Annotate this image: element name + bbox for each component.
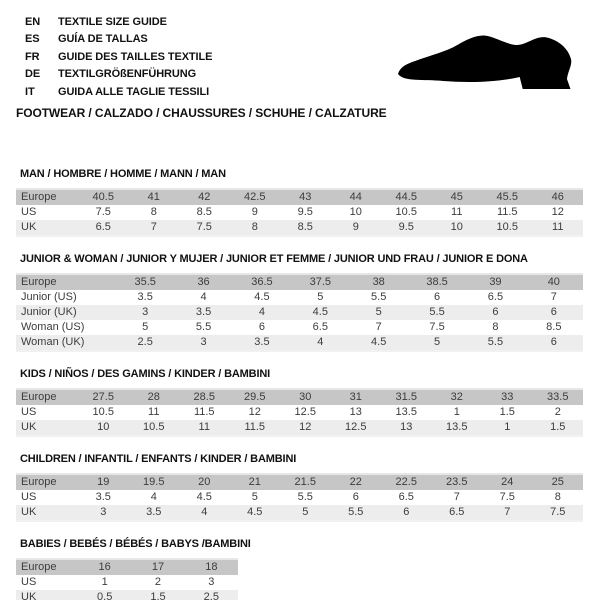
size-value: 6.5 <box>466 290 524 305</box>
size-value: 13 <box>331 405 382 420</box>
size-value: 2 <box>533 405 584 420</box>
language-label: GUIDA ALLE TAGLIE TESSILI <box>58 85 210 98</box>
row-label: UK <box>16 505 78 521</box>
size-value: 8 <box>129 205 180 220</box>
size-value: 13 <box>381 420 432 436</box>
size-value: 11 <box>179 420 230 436</box>
size-value: 31 <box>331 389 382 405</box>
size-section-junior-woman <box>16 254 583 352</box>
size-value: 31.5 <box>381 389 432 405</box>
size-value: 4.5 <box>291 305 349 320</box>
language-label: GUÍA DE TALLAS <box>58 33 148 46</box>
row-label: US <box>16 205 78 220</box>
size-row <box>16 335 583 351</box>
size-value: 6.5 <box>78 220 129 236</box>
language-code: DE <box>25 68 41 81</box>
language-label: GUIDE DES TAILLES TEXTILE <box>58 50 213 63</box>
row-label: UK <box>16 420 78 436</box>
size-value: 13.5 <box>381 405 432 420</box>
category-line: FOOTWEAR / CALZADO / CHAUSSURES / SCHUHE / CALZATURE <box>16 106 387 120</box>
size-table-children <box>16 473 583 522</box>
row-label: Europe <box>16 474 78 490</box>
size-value: 22.5 <box>381 474 432 490</box>
size-value: 1 <box>482 420 533 436</box>
size-value: 6.5 <box>381 490 432 505</box>
row-label: US <box>16 575 78 590</box>
size-value: 18 <box>185 559 238 575</box>
size-value: 6 <box>331 490 382 505</box>
size-value: 42.5 <box>230 189 281 205</box>
size-section-children <box>16 454 583 522</box>
size-value: 7.5 <box>78 205 129 220</box>
size-value: 5.5 <box>174 320 232 335</box>
row-label: Junior (UK) <box>16 305 116 320</box>
size-value: 5.5 <box>408 305 466 320</box>
size-value: 40.5 <box>78 189 129 205</box>
size-table-man <box>16 188 583 237</box>
size-value: 35.5 <box>116 274 174 290</box>
size-value: 38 <box>350 274 408 290</box>
size-row <box>16 405 583 420</box>
size-value: 24 <box>482 474 533 490</box>
size-value: 5 <box>291 290 349 305</box>
size-value: 21.5 <box>280 474 331 490</box>
size-value: 44.5 <box>381 189 432 205</box>
size-value: 7.5 <box>408 320 466 335</box>
size-table-kids <box>16 388 583 437</box>
size-value: 7 <box>525 290 583 305</box>
row-label: Woman (UK) <box>16 335 116 351</box>
size-row <box>16 220 583 236</box>
size-value: 39 <box>466 274 524 290</box>
size-value: 17 <box>131 559 184 575</box>
size-value: 6 <box>233 320 291 335</box>
row-label: UK <box>16 220 78 236</box>
size-value: 4 <box>129 490 180 505</box>
size-value: 8 <box>466 320 524 335</box>
size-value: 8 <box>533 490 584 505</box>
size-value: 5 <box>280 505 331 521</box>
size-value: 32 <box>432 389 483 405</box>
size-value: 10.5 <box>129 420 180 436</box>
size-value: 11.5 <box>179 405 230 420</box>
size-value: 1.5 <box>533 420 584 436</box>
size-value: 41 <box>129 189 180 205</box>
size-value: 5 <box>408 335 466 351</box>
size-value: 3 <box>185 575 238 590</box>
size-value: 6 <box>525 305 583 320</box>
dress-shoe-icon <box>395 29 576 95</box>
section-title: CHILDREN / INFANTIL / ENFANTS / KINDER / BAMBINI <box>20 453 297 465</box>
size-value: 27.5 <box>78 389 129 405</box>
size-value: 12 <box>533 205 584 220</box>
size-value: 8.5 <box>179 205 230 220</box>
row-label: US <box>16 490 78 505</box>
size-value: 9 <box>331 220 382 236</box>
size-value: 2.5 <box>185 590 238 600</box>
size-value: 9 <box>230 205 281 220</box>
size-value: 19 <box>78 474 129 490</box>
size-value: 6 <box>466 305 524 320</box>
size-value: 6.5 <box>291 320 349 335</box>
size-row <box>16 559 238 575</box>
size-value: 5.5 <box>331 505 382 521</box>
section-title: BABIES / BEBÉS / BÉBÉS / BABYS /BAMBINI <box>20 538 251 550</box>
size-value: 9.5 <box>381 220 432 236</box>
size-section-kids <box>16 369 583 437</box>
size-value: 4.5 <box>179 490 230 505</box>
size-value: 29.5 <box>230 389 281 405</box>
size-value: 3.5 <box>174 305 232 320</box>
row-label: Europe <box>16 274 116 290</box>
size-value: 5 <box>230 490 281 505</box>
size-value: 19.5 <box>129 474 180 490</box>
size-row <box>16 389 583 405</box>
size-value: 4 <box>174 290 232 305</box>
size-value: 13.5 <box>432 420 483 436</box>
size-row <box>16 290 583 305</box>
size-value: 7.5 <box>533 505 584 521</box>
size-value: 1.5 <box>131 590 184 600</box>
language-row <box>25 66 212 84</box>
size-value: 3.5 <box>129 505 180 521</box>
size-value: 7 <box>350 320 408 335</box>
language-row <box>25 48 212 66</box>
size-value: 5.5 <box>466 335 524 351</box>
size-value: 11.5 <box>230 420 281 436</box>
size-value: 5.5 <box>350 290 408 305</box>
size-value: 3.5 <box>78 490 129 505</box>
size-value: 11 <box>129 405 180 420</box>
size-value: 12 <box>280 420 331 436</box>
size-value: 10.5 <box>381 205 432 220</box>
size-table-junior-woman <box>16 273 583 352</box>
size-value: 5 <box>116 320 174 335</box>
size-value: 42 <box>179 189 230 205</box>
size-value: 20 <box>179 474 230 490</box>
size-value: 38.5 <box>408 274 466 290</box>
size-value: 12.5 <box>280 405 331 420</box>
section-title: MAN / HOMBRE / HOMME / MANN / MAN <box>20 168 226 180</box>
size-value: 6 <box>408 290 466 305</box>
size-row <box>16 274 583 290</box>
language-row <box>25 31 212 49</box>
size-value: 40 <box>525 274 583 290</box>
size-section-man <box>16 169 583 237</box>
size-value: 30 <box>280 389 331 405</box>
size-row <box>16 320 583 335</box>
size-value: 10 <box>432 220 483 236</box>
size-row <box>16 474 583 490</box>
size-row <box>16 205 583 220</box>
size-value: 16 <box>78 559 131 575</box>
size-value: 6 <box>381 505 432 521</box>
size-value: 10.5 <box>78 405 129 420</box>
language-label: TEXTILE SIZE GUIDE <box>58 15 167 28</box>
size-value: 28 <box>129 389 180 405</box>
size-value: 4.5 <box>350 335 408 351</box>
size-value: 8 <box>230 220 281 236</box>
section-title: KIDS / NIÑOS / DES GAMINS / KINDER / BAMBINI <box>20 368 271 380</box>
section-title: JUNIOR & WOMAN / JUNIOR Y MUJER / JUNIOR ET FEMME / JUNIOR UND FRAU / JUNIOR E DONA <box>20 253 528 265</box>
size-value: 11 <box>432 205 483 220</box>
size-value: 5 <box>350 305 408 320</box>
row-label: Junior (US) <box>16 290 116 305</box>
size-value: 12.5 <box>331 420 382 436</box>
size-row <box>16 590 238 600</box>
size-value: 1 <box>78 575 131 590</box>
size-value: 3 <box>174 335 232 351</box>
size-value: 10 <box>78 420 129 436</box>
size-row <box>16 490 583 505</box>
size-value: 5.5 <box>280 490 331 505</box>
size-value: 4 <box>179 505 230 521</box>
size-tables <box>16 169 583 600</box>
size-value: 7.5 <box>179 220 230 236</box>
size-value: 4 <box>291 335 349 351</box>
size-value: 3.5 <box>233 335 291 351</box>
size-value: 7.5 <box>482 490 533 505</box>
language-label: TEXTILGRÖßENFÜHRUNG <box>58 68 197 81</box>
size-row <box>16 505 583 521</box>
size-value: 7 <box>482 505 533 521</box>
size-value: 1.5 <box>482 405 533 420</box>
size-value: 3 <box>78 505 129 521</box>
size-value: 11.5 <box>482 205 533 220</box>
size-value: 9.5 <box>280 205 331 220</box>
language-row <box>25 13 212 31</box>
size-value: 8.5 <box>525 320 583 335</box>
size-value: 25 <box>533 474 584 490</box>
size-value: 6.5 <box>432 505 483 521</box>
language-code: EN <box>25 15 41 28</box>
size-row <box>16 420 583 436</box>
size-value: 8.5 <box>280 220 331 236</box>
size-value: 12 <box>230 405 281 420</box>
size-value: 44 <box>331 189 382 205</box>
size-value: 22 <box>331 474 382 490</box>
size-value: 21 <box>230 474 281 490</box>
size-value: 2.5 <box>116 335 174 351</box>
size-value: 28.5 <box>179 389 230 405</box>
row-label: Europe <box>16 559 78 575</box>
size-table-babies <box>16 558 238 600</box>
size-value: 7 <box>129 220 180 236</box>
size-value: 37.5 <box>291 274 349 290</box>
size-value: 6 <box>525 335 583 351</box>
language-list <box>25 13 212 101</box>
size-value: 10.5 <box>482 220 533 236</box>
language-code: IT <box>25 85 35 98</box>
size-value: 4 <box>233 305 291 320</box>
size-value: 46 <box>533 189 584 205</box>
size-value: 33.5 <box>533 389 584 405</box>
size-row <box>16 189 583 205</box>
row-label: Woman (US) <box>16 320 116 335</box>
language-code: ES <box>25 33 40 46</box>
language-row <box>25 83 212 101</box>
size-row <box>16 575 238 590</box>
size-value: 45 <box>432 189 483 205</box>
size-row <box>16 305 583 320</box>
size-value: 33 <box>482 389 533 405</box>
size-value: 4.5 <box>233 290 291 305</box>
size-value: 11 <box>533 220 584 236</box>
size-value: 2 <box>131 575 184 590</box>
row-label: Europe <box>16 189 78 205</box>
language-code: FR <box>25 50 40 63</box>
size-value: 10 <box>331 205 382 220</box>
row-label: Europe <box>16 389 78 405</box>
size-value: 1 <box>432 405 483 420</box>
size-value: 36.5 <box>233 274 291 290</box>
size-value: 4.5 <box>230 505 281 521</box>
row-label: UK <box>16 590 78 600</box>
size-section-babies <box>16 539 583 600</box>
size-value: 3 <box>116 305 174 320</box>
size-value: 7 <box>432 490 483 505</box>
size-value: 36 <box>174 274 232 290</box>
size-value: 43 <box>280 189 331 205</box>
row-label: US <box>16 405 78 420</box>
size-value: 23.5 <box>432 474 483 490</box>
size-value: 0.5 <box>78 590 131 600</box>
size-value: 3.5 <box>116 290 174 305</box>
size-value: 45.5 <box>482 189 533 205</box>
